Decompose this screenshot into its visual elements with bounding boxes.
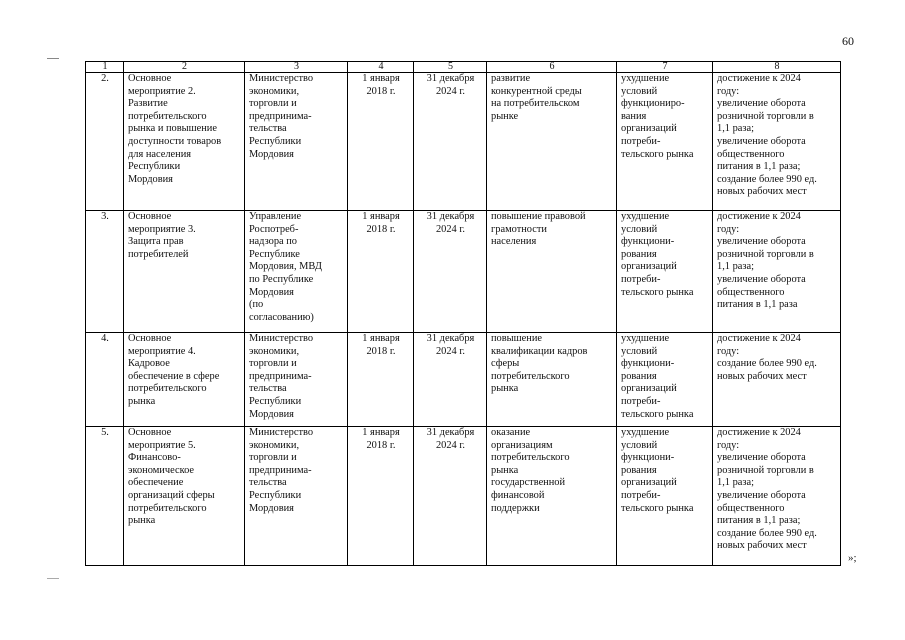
- expected-result: повышение квалификации кадров сферы потребительского рынка: [487, 333, 617, 427]
- non-implementation-consequences: ухудшение условий функциони- рования организаций потреби- тельского рынка: [617, 211, 713, 333]
- row-number: 5.: [86, 427, 124, 566]
- expected-result: оказание организациям потребительского рынка государственной финансовой поддержки: [487, 427, 617, 566]
- end-date: 31 декабря 2024 г.: [414, 211, 487, 333]
- target-indicators: достижение к 2024 году: создание более 990 ед. новых рабочих мест: [713, 333, 841, 427]
- executor: Управление Роспотреб- надзора по Республике Мордовия, МВД по Республике Мордовия (по согласованию): [245, 211, 348, 333]
- start-date: 1 января 2018 г.: [348, 211, 414, 333]
- event-name: Основное мероприятие 5. Финансово- экономическое обеспечение организаций сферы потребительского рынка: [124, 427, 245, 566]
- end-date: 31 декабря 2024 г.: [414, 333, 487, 427]
- table-header-row: [86, 62, 841, 73]
- event-name: Основное мероприятие 3. Защита прав потребителей: [124, 211, 245, 333]
- start-date: 1 января 2018 г.: [348, 333, 414, 427]
- executor: Министерство экономики, торговли и предпринима- тельства Республики Мордовия: [245, 73, 348, 211]
- scan-artifact-line: [47, 578, 59, 579]
- target-indicators: достижение к 2024 году: увеличение оборота розничной торговли в 1,1 раза; увеличение оборота общественного питания в 1,1 раза; создание более 990 ед. новых рабочих мест: [713, 73, 841, 211]
- non-implementation-consequences: ухудшение условий функциониро- вания организаций потреби- тельского рынка: [617, 73, 713, 211]
- end-date: 31 декабря 2024 г.: [414, 73, 487, 211]
- closing-quote-mark: »;: [848, 552, 857, 564]
- executor: Министерство экономики, торговли и предпринима- тельства Республики Мордовия: [245, 427, 348, 566]
- table-row: [86, 333, 841, 427]
- row-number: 4.: [86, 333, 124, 427]
- start-date: 1 января 2018 г.: [348, 427, 414, 566]
- event-name: Основное мероприятие 2. Развитие потребительского рынка и повышение доступности товаров для населения Республики Мордовия: [124, 73, 245, 211]
- table-row: [86, 211, 841, 333]
- scan-artifact-line: [47, 58, 59, 59]
- row-number: 3.: [86, 211, 124, 333]
- event-name: Основное мероприятие 4. Кадровое обеспечение в сфере потребительского рынка: [124, 333, 245, 427]
- expected-result: развитие конкурентной среды на потребительском рынке: [487, 73, 617, 211]
- non-implementation-consequences: ухудшение условий функциони- рования организаций потреби- тельского рынка: [617, 427, 713, 566]
- table-row: [86, 427, 841, 566]
- executor: Министерство экономики, торговли и предпринима- тельства Республики Мордовия: [245, 333, 348, 427]
- column-number-header: 2: [124, 62, 245, 73]
- page-number: 60: [842, 34, 854, 48]
- target-indicators: достижение к 2024 году: увеличение оборота розничной торговли в 1,1 раза; увеличение оборота общественного питания в 1,1 раза: [713, 211, 841, 333]
- column-number-header: 4: [348, 62, 414, 73]
- start-date: 1 января 2018 г.: [348, 73, 414, 211]
- column-number-header: 6: [487, 62, 617, 73]
- measures-table: [85, 61, 841, 566]
- non-implementation-consequences: ухудшение условий функциони- рования организаций потреби- тельского рынка: [617, 333, 713, 427]
- column-number-header: 7: [617, 62, 713, 73]
- target-indicators: достижение к 2024 году: увеличение оборота розничной торговли в 1,1 раза; увеличение оборота общественного питания в 1,1 раза; создание более 990 ед. новых рабочих мест: [713, 427, 841, 566]
- column-number-header: 8: [713, 62, 841, 73]
- column-number-header: 3: [245, 62, 348, 73]
- column-number-header: 1: [86, 62, 124, 73]
- row-number: 2.: [86, 73, 124, 211]
- end-date: 31 декабря 2024 г.: [414, 427, 487, 566]
- column-number-header: 5: [414, 62, 487, 73]
- table-row: [86, 73, 841, 211]
- expected-result: повышение правовой грамотности населения: [487, 211, 617, 333]
